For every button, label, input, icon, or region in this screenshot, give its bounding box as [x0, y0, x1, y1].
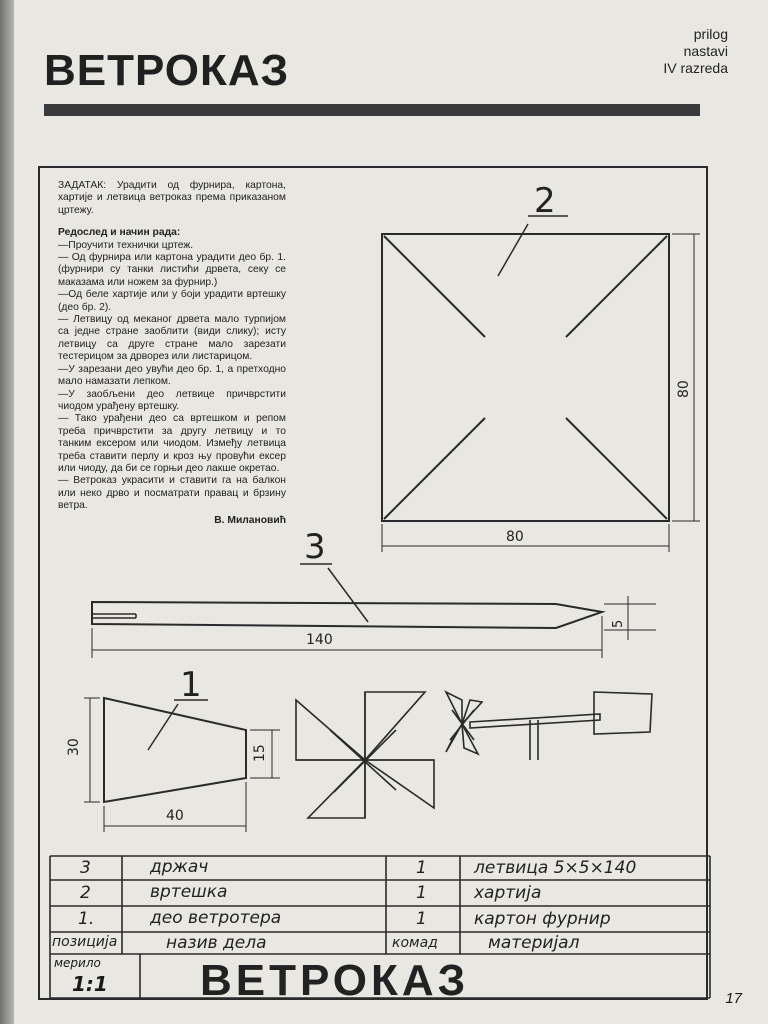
dim-height-2: 80 — [676, 380, 692, 398]
tail-outline — [104, 698, 246, 802]
row-quantity: 1 — [416, 909, 427, 929]
step-item: — Ветроказ украсити и ставити га на балкон или неко дрво и посматрати правац и брзину ветра. — [58, 475, 286, 512]
row-material: летвица 5×5×140 — [474, 858, 637, 878]
page-title: ВЕТРОКАЗ — [44, 46, 290, 95]
task-text: ЗАДАТАК: Урадити од фурнира, картона, хартије и летвица ветроказ према приказаном цртежу. — [58, 180, 286, 216]
step-item: —У зарезани део увући део бр. 1, а претходно мало намазати лепком. — [58, 363, 286, 388]
procedure-heading: Редослед и начин рада: — [58, 227, 181, 239]
row-quantity: 1 — [416, 883, 427, 903]
dim-right-height-1: 15 — [252, 744, 268, 762]
row-name: део ветротера — [150, 908, 282, 928]
row-name: држач — [150, 857, 209, 877]
dim-width-2: 80 — [506, 529, 524, 545]
header-quantity: комад — [392, 935, 438, 951]
weathervane-illustration — [446, 692, 652, 760]
cut-line — [566, 418, 667, 519]
dim-length-3: 140 — [306, 632, 333, 648]
step-item: — Летвицу од меканог дрвета мало турпијом са једне стране заоблити (види слику); исту летвицу са друге стране мало зарезати тестерицом за дрворез или листарицом. — [58, 314, 286, 363]
cut-line — [384, 236, 485, 337]
step-item: — Тако урађени део са вртешком и репом треба причврстити за другу летвицу и то танким ексером или чиодом. Између летвица треба ставити перлу и кроз њу провући ексер или чиоду, да би се горњи део лакше окретао. — [58, 413, 286, 474]
header-material: материјал — [488, 933, 580, 953]
row-material: картон фурнир — [474, 909, 611, 929]
row-position: 3 — [80, 858, 91, 878]
scale-label: мерило — [54, 956, 101, 970]
dim-thickness-3: 5 — [611, 619, 626, 628]
header-position: позиција — [52, 934, 118, 950]
row-quantity: 1 — [416, 858, 427, 878]
row-name: вртешка — [150, 882, 228, 902]
step-item: — Од фурнира или картона урадити део бр. 1. (фурнири су танки листићи дрвета, секу се маказама или ножем за фурнир.) — [58, 252, 286, 288]
supplement-line: IV razreda — [663, 60, 728, 76]
page-number: 17 — [725, 990, 742, 1007]
row-material: хартија — [474, 883, 542, 903]
part-number-1: 1 — [180, 665, 202, 705]
step-item: —Проучити технички цртеж. — [58, 239, 194, 251]
cut-line — [566, 236, 667, 337]
leader-line — [498, 224, 528, 276]
pinwheel-illustration — [296, 692, 434, 818]
step-item: —У заобљени део летвице причврстити чиодом урађену вртешку. — [58, 388, 286, 412]
stick-outline — [92, 602, 602, 628]
author-name: В. Милановић — [214, 514, 286, 526]
row-position: 1. — [78, 909, 95, 929]
scale-value: 1:1 — [72, 972, 108, 996]
part-number-3: 3 — [304, 527, 326, 567]
leader-line — [328, 568, 368, 622]
supplement-line: prilog — [693, 26, 728, 42]
supplement-line: nastavi — [683, 43, 728, 59]
cut-line — [384, 418, 485, 519]
part-number-2: 2 — [534, 181, 556, 221]
dim-left-height-1: 30 — [66, 738, 82, 756]
row-position: 2 — [80, 883, 91, 903]
header-name: назив дела — [166, 933, 267, 953]
title-block-name: ВЕТРОКАЗ — [200, 956, 470, 1005]
step-item: —Од беле хартије или у боји урадити вртешку (део бр. 2). — [58, 289, 286, 313]
dim-length-1: 40 — [166, 808, 184, 824]
